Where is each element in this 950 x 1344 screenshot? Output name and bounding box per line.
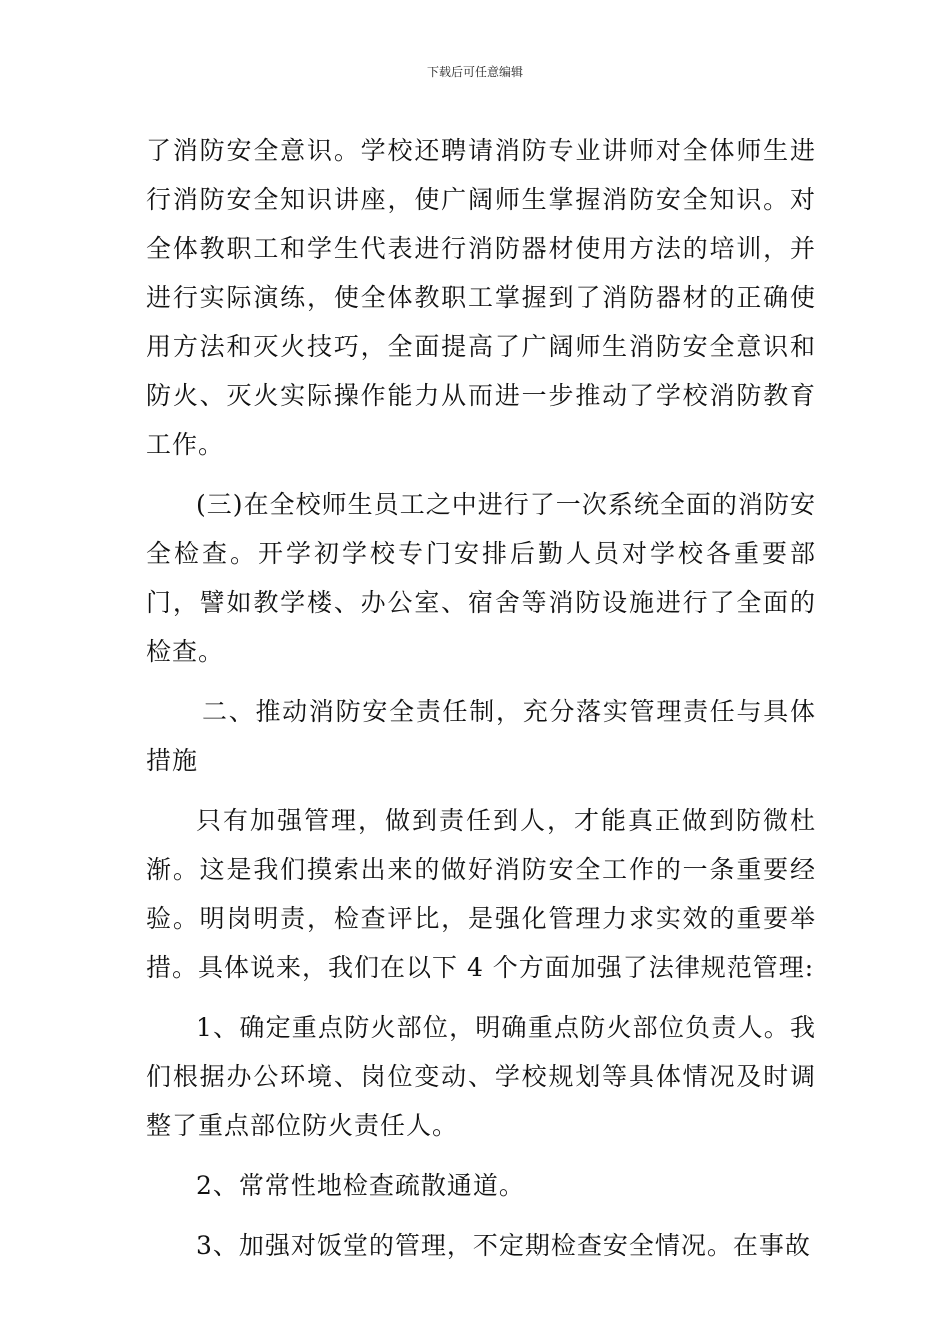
- paragraph-management-intro: 只有加强管理，做到责任到人，才能真正做到防微杜渐。这是我们摸索出来的做好消防安全工作的一条重要经验。明岗明责，检查评比，是强化管理力求实效的重要举措。具体说来，我们在以下 4 个方面加强了法律规范管理:: [146, 806, 816, 982]
- page-header-note: 下载后可任意编辑: [426, 65, 523, 79]
- section-heading-responsibility: 二、推动消防安全责任制，充分落实管理责任与具体措施: [146, 697, 816, 775]
- paragraph-safety-inspection: (三)在全校师生员工之中进行了一次系统全面的消防安全检查。开学初学校专门安排后勤人员对学校各重要部门，譬如教学楼、办公室、宿舍等消防设施进行了全面的检查。: [146, 490, 816, 666]
- list-item-1: 1、确定重点防火部位，明确重点防火部位负责人。我们根据办公环境、岗位变动、学校规划等具体情况及时调整了重点部位防火责任人。: [146, 1013, 816, 1140]
- document-body: [146, 126, 816, 1281]
- list-item-2: 2、常常性地检查疏散通道。: [196, 1171, 525, 1200]
- paragraph-fire-training: 了消防安全意识。学校还聘请消防专业讲师对全体师生进行消防安全知识讲座，使广阔师生掌握消防安全知识。对全体教职工和学生代表进行消防器材使用方法的培训，并进行实际演练，使全体教职工掌握到了消防器材的正确使用方法和灭火技巧，全面提高了广阔师生消防安全意识和防火、灭火实际操作能力从而进一步推动了学校消防教育工作。: [146, 136, 816, 459]
- list-item-3: 3、加强对饭堂的管理，不定期检查安全情况。在事故: [196, 1231, 811, 1260]
